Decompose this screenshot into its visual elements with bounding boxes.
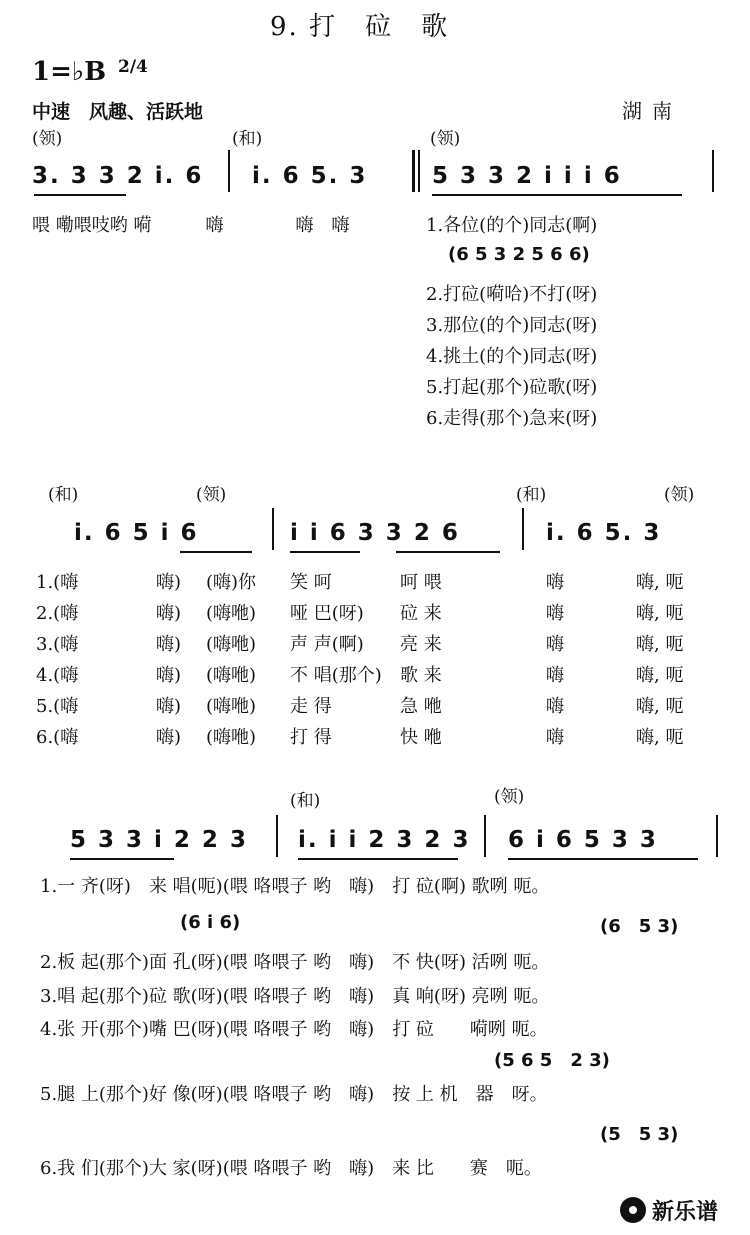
- part-label: (领): [196, 485, 227, 505]
- region-label: 湖南: [622, 99, 682, 123]
- notation-measure: 3. 3 3 2 i. 6: [32, 163, 204, 189]
- notation-measure: i. i i 2 3 2 3: [298, 827, 471, 853]
- barline: [272, 508, 274, 550]
- lyric-cell: 3.(嗨: [36, 634, 79, 655]
- lyric-line: 1.一 齐(呀) 来 唱(呃)(喂 咯喂子 哟 嗨) 打 砬(啊) 歌咧 呃。: [40, 876, 550, 897]
- barline: [716, 815, 718, 857]
- notation-measure: i i 6 3 3 2 6: [290, 520, 460, 546]
- part-label: (和): [516, 485, 547, 505]
- lyric-cell: 嗨: [546, 572, 564, 593]
- site-logo: [620, 1193, 740, 1227]
- notation-measure: 5 3 3 2 i i i 6: [432, 163, 622, 189]
- beam-underline: [432, 194, 682, 196]
- lyric-cell: 6.(嗨: [36, 727, 79, 748]
- lyric-cell: 嗨): [156, 696, 182, 717]
- part-label: (和): [232, 129, 263, 149]
- lyric-line: 5.打起(那个)砬歌(呀): [426, 377, 598, 398]
- notation-measure: 6 i 6 5 3 3: [508, 827, 658, 853]
- repeat-barline: [412, 150, 415, 192]
- lyric-cell: 嗨): [156, 727, 182, 748]
- lyric-cell: 嗨): [156, 634, 182, 655]
- lyric-line: 2.板 起(那个)面 孔(呀)(喂 咯喂子 哟 嗨) 不 快(呀) 活咧 呃。: [40, 952, 550, 973]
- part-label: (领): [32, 129, 63, 149]
- lyric-cell: 笑 呵: [290, 572, 332, 593]
- beam-underline: [34, 194, 126, 196]
- notation-measure: i. 6 5. 3: [252, 163, 368, 189]
- lyric-cell: 嗨, 呃: [636, 696, 684, 717]
- lyric-cell: 声 声(啊): [290, 634, 364, 655]
- lyric-cell: 嗨): [156, 572, 182, 593]
- tempo-marking: 中速 风趣、活跃地: [32, 101, 204, 123]
- beam-underline: [396, 551, 500, 553]
- beam-underline: [508, 858, 698, 860]
- lyric-cell: 嗨): [156, 665, 182, 686]
- lyric-cell: 快 咃: [400, 727, 442, 748]
- music-disc-icon: [620, 1197, 646, 1223]
- lyric-line: 喂 嘞喂吱哟 嗬 嗨 嗨 嗨: [32, 215, 350, 236]
- barline: [276, 815, 278, 857]
- barline: [712, 150, 714, 192]
- lyric-cell: 嗨, 呃: [636, 634, 684, 655]
- lyric-cell: (嗨咃): [206, 603, 257, 624]
- lyric-cell: 不 唱(那个): [290, 665, 382, 686]
- part-label: (和): [48, 485, 79, 505]
- lyric-cell: 嗨: [546, 634, 564, 655]
- lyric-line: 4.挑土(的个)同志(呀): [426, 346, 598, 367]
- notation-interlude: (6 i 6): [180, 912, 241, 933]
- lyric-cell: (嗨)你: [206, 572, 257, 593]
- lyric-cell: 5.(嗨: [36, 696, 79, 717]
- beam-underline: [180, 551, 252, 553]
- beam-underline: [298, 858, 458, 860]
- lyric-cell: 1.(嗨: [36, 572, 79, 593]
- lyric-cell: (嗨咃): [206, 696, 257, 717]
- lyric-cell: 嗨, 呃: [636, 665, 684, 686]
- site-logo-text: 新乐谱: [652, 1199, 719, 1225]
- barline: [228, 150, 230, 192]
- notation-interlude: (6 5 3 2 5 6 6): [448, 244, 590, 265]
- lyric-cell: 走 得: [290, 696, 332, 717]
- beam-underline: [70, 858, 174, 860]
- lyric-cell: 嗨, 呃: [636, 727, 684, 748]
- lyric-cell: (嗨咃): [206, 634, 257, 655]
- lyric-line: 6.走得(那个)急来(呀): [426, 408, 598, 429]
- lyric-cell: 打 得: [290, 727, 332, 748]
- key-signature: 1=♭B: [32, 57, 107, 87]
- lyric-cell: 亮 来: [400, 634, 442, 655]
- lyric-line: 4.张 开(那个)嘴 巴(呀)(喂 咯喂子 哟 嗨) 打 砬 嗬咧 呃。: [40, 1019, 548, 1040]
- lyric-line: 5.腿 上(那个)好 像(呀)(喂 咯喂子 哟 嗨) 按 上 机 器 呀。: [40, 1084, 548, 1105]
- lyric-cell: 嗨): [156, 603, 182, 624]
- lyric-cell: 嗨, 呃: [636, 603, 684, 624]
- beam-underline: [290, 551, 360, 553]
- part-label: (领): [664, 485, 695, 505]
- barline: [484, 815, 486, 857]
- lyric-cell: 嗨: [546, 665, 564, 686]
- notation-measure: i. 6 5 i 6: [74, 520, 199, 546]
- notation-interlude: (6 5 3): [600, 916, 679, 937]
- lyric-line: 6.我 们(那个)大 家(呀)(喂 咯喂子 哟 嗨) 来 比 赛 呃。: [40, 1158, 542, 1179]
- repeat-barline: [418, 150, 420, 192]
- lyric-cell: 嗨: [546, 696, 564, 717]
- notation-measure: 5 3 3 i 2 2 3: [70, 827, 248, 853]
- time-signature: 2/4: [118, 57, 148, 77]
- part-label: (领): [430, 129, 461, 149]
- notation-interlude: (5 5 3): [600, 1124, 679, 1145]
- lyric-line: 2.打砬(嗬哈)不打(呀): [426, 284, 598, 305]
- lyric-cell: 嗨: [546, 603, 564, 624]
- lyric-cell: 砬 来: [400, 603, 442, 624]
- part-label: (领): [494, 787, 525, 807]
- notation-measure: i. 6 5. 3: [546, 520, 662, 546]
- lyric-cell: (嗨咃): [206, 727, 257, 748]
- notation-interlude: (5 6 5 2 3): [494, 1050, 610, 1071]
- lyric-line: 1.各位(的个)同志(啊): [426, 215, 598, 236]
- lyric-cell: 急 咃: [400, 696, 442, 717]
- part-label: (和): [290, 791, 321, 811]
- lyric-line: 3.那位(的个)同志(呀): [426, 315, 598, 336]
- lyric-cell: 哑 巴(呀): [290, 603, 364, 624]
- lyric-cell: 歌 来: [400, 665, 442, 686]
- barline: [522, 508, 524, 550]
- lyric-cell: 嗨, 呃: [636, 572, 684, 593]
- lyric-cell: 4.(嗨: [36, 665, 79, 686]
- lyric-cell: 嗨: [546, 727, 564, 748]
- lyric-line: 3.唱 起(那个)砬 歌(呀)(喂 咯喂子 哟 嗨) 真 响(呀) 亮咧 呃。: [40, 986, 550, 1007]
- lyric-cell: 呵 喂: [400, 572, 442, 593]
- lyric-cell: 2.(嗨: [36, 603, 79, 624]
- lyric-cell: (嗨咃): [206, 665, 257, 686]
- page-title: 9. 打 砬 歌: [270, 12, 450, 42]
